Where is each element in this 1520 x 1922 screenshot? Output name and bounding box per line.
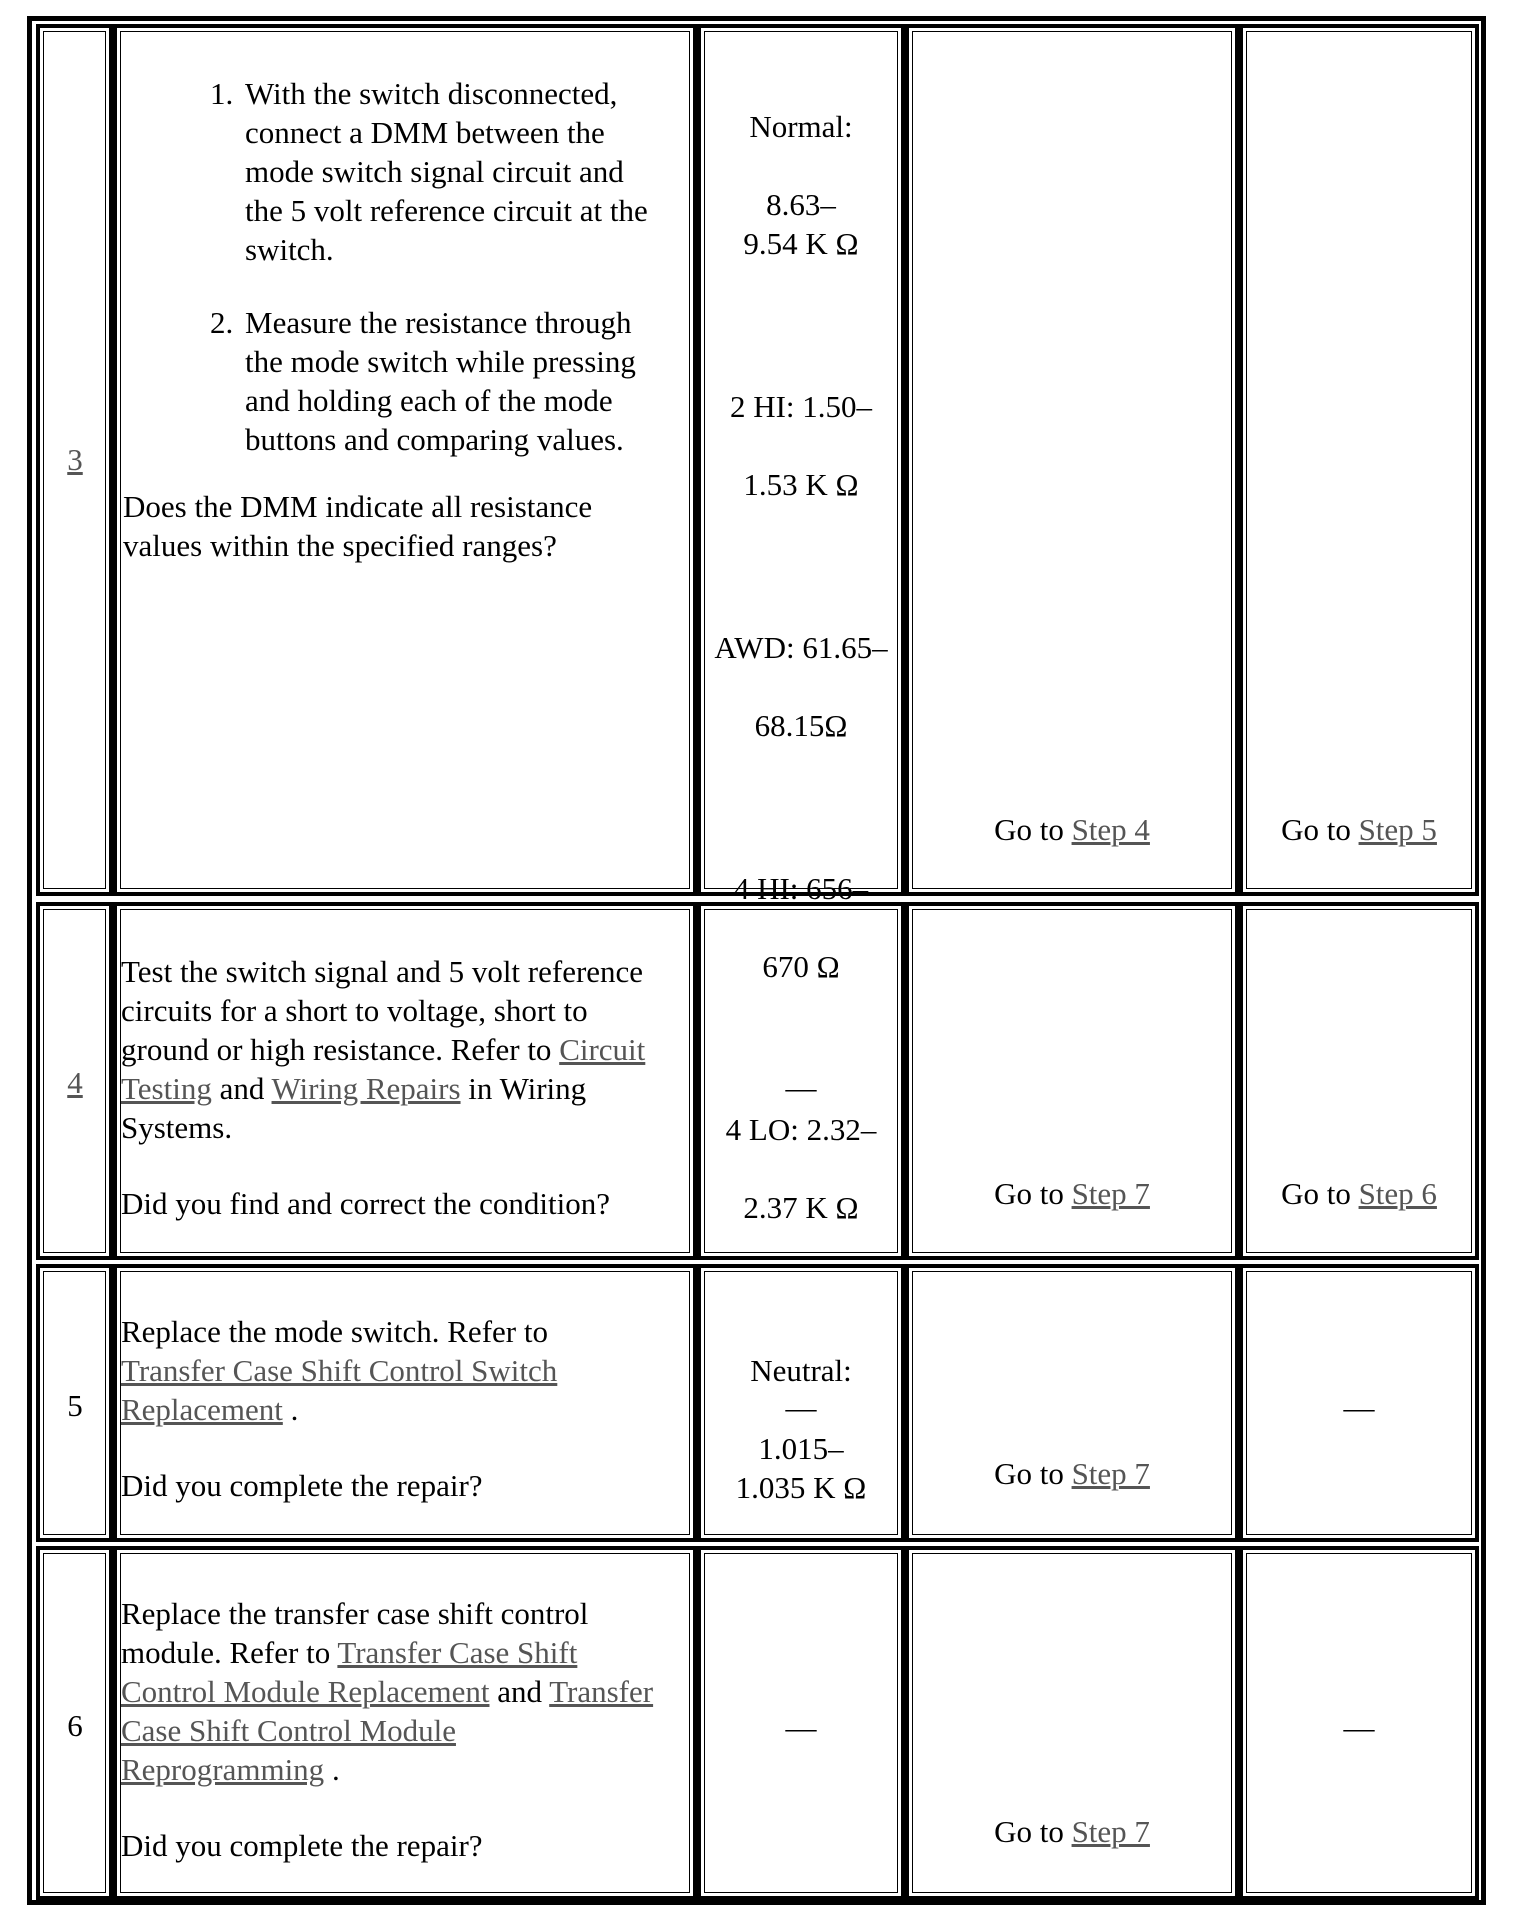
module-reprogramming-link[interactable]: Transfer Case Shift Control Module Reprogramming <box>121 1674 654 1787</box>
row4-yes <box>909 1174 1235 1213</box>
value-4lo-range: 2.37 K Ω <box>743 1190 859 1225</box>
row4-text-c: in Wiring Systems. <box>121 1071 587 1145</box>
row6-yes-step-link[interactable]: Step 7 <box>1071 1814 1150 1849</box>
row4-no-prefix: Go to <box>1281 1176 1359 1211</box>
row6-question: Did you complete the repair? <box>121 1828 483 1863</box>
row4-instructions <box>121 952 681 1223</box>
row5-instructions <box>121 1312 641 1505</box>
value-normal-label: Normal: <box>749 109 853 144</box>
row5-yes <box>909 1454 1235 1493</box>
row3-step-number[interactable]: 3 <box>67 442 83 477</box>
row4-no-step-link[interactable]: Step 6 <box>1358 1176 1437 1211</box>
row3-no <box>1243 810 1475 849</box>
row3-no-step-link[interactable]: Step 5 <box>1358 812 1437 847</box>
row5-value: — <box>785 1390 817 1425</box>
row4-question: Did you find and correct the condition? <box>121 1186 610 1221</box>
row6-step-number: 6 <box>67 1708 83 1743</box>
row3-instruction-1: 1. With the switch disconnected, connect a DMM between the mode switch signal circuit and the 5 volt reference circuit at the switch. <box>241 74 668 269</box>
row4-text-b: and <box>211 1071 272 1106</box>
row6-yes <box>909 1812 1235 1851</box>
row5-text-a: Replace the mode switch. Refer to <box>121 1314 548 1349</box>
module-replacement-link[interactable]: Transfer Case Shift Control Module Replacement <box>121 1635 578 1709</box>
row3-question: Does the DMM indicate all resistance values within the specified ranges? <box>123 489 593 563</box>
value-awd-label: AWD: 61.65– <box>714 630 888 665</box>
row5-yes-step-link[interactable]: Step 7 <box>1071 1456 1150 1491</box>
row3-no-cell <box>1239 24 1479 896</box>
row6-text-c: . <box>324 1752 340 1787</box>
row4-value: — <box>785 1070 817 1105</box>
row5-question: Did you complete the repair? <box>121 1468 483 1503</box>
row5-yes-cell <box>905 1264 1239 1542</box>
row6-yes-prefix: Go to <box>994 1814 1072 1849</box>
row4-yes-prefix: Go to <box>994 1176 1072 1211</box>
value-normal-range: 8.63– 9.54 K Ω <box>743 187 859 261</box>
value-4hi-range: 670 Ω <box>762 949 840 984</box>
row6-no: — <box>1343 1710 1375 1745</box>
row3-no-prefix: Go to <box>1281 812 1359 847</box>
row6-text-b: and <box>489 1674 550 1709</box>
row5-text-b: . <box>282 1392 299 1427</box>
wiring-repairs-link[interactable]: Wiring Repairs <box>271 1071 461 1106</box>
value-neutral-range: 1.015– 1.035 K Ω <box>735 1431 867 1505</box>
row6-text-a: Replace the transfer case shift control module. Refer to <box>121 1596 589 1670</box>
value-neutral-label: Neutral: <box>750 1353 852 1388</box>
row3-yes-prefix: Go to <box>994 812 1072 847</box>
row3-yes <box>909 810 1235 849</box>
row6-instructions <box>121 1594 661 1865</box>
row5-yes-prefix: Go to <box>994 1456 1072 1491</box>
row4-no <box>1243 1174 1475 1213</box>
value-4lo-label: 4 LO: 2.32– <box>725 1112 877 1147</box>
value-4hi-label: 4 HI: 656– <box>733 871 869 906</box>
value-2hi-range: 1.53 K Ω <box>743 467 859 502</box>
row6-value: — <box>785 1710 817 1745</box>
circuit-testing-link[interactable]: Circuit Testing <box>121 1032 646 1106</box>
row3-yes-step-link[interactable]: Step 4 <box>1071 812 1150 847</box>
row3-yes-cell <box>905 24 1239 896</box>
switch-replacement-link[interactable]: Transfer Case Shift Control Switch Replacement <box>121 1353 558 1427</box>
value-awd-range: 68.15Ω <box>754 708 848 743</box>
row3-instruction-2: 2. Measure the resistance through the mode switch while pressing and holding each of the mode buttons and comparing values. <box>241 303 668 459</box>
row5-step-number: 5 <box>67 1388 83 1423</box>
value-2hi-label: 2 HI: 1.50– <box>729 389 873 424</box>
row4-step-number[interactable]: 4 <box>67 1065 83 1100</box>
row4-yes-step-link[interactable]: Step 7 <box>1071 1176 1150 1211</box>
row5-no: — <box>1343 1390 1375 1425</box>
row3-instructions <box>123 74 668 565</box>
row4-text-a: Test the switch signal and 5 volt reference circuits for a short to voltage, short to ground or high resistance. Refer to <box>121 954 644 1067</box>
